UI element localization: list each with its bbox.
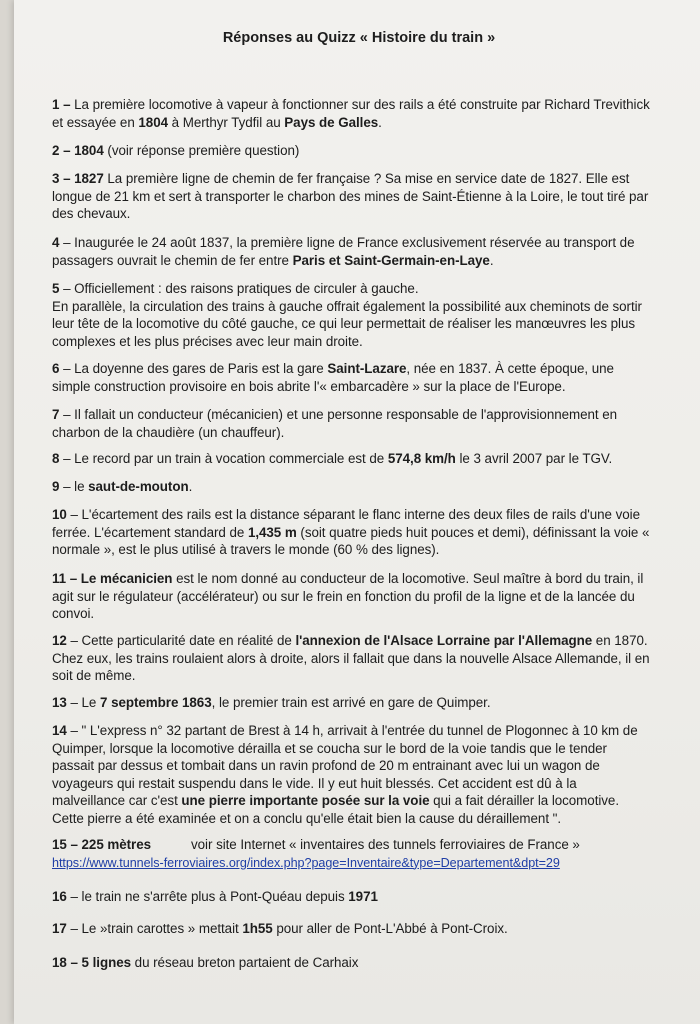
answer-text: est le nom donné au conducteur de la locomotive. Seul maître à bord du train, il agit sur le régulateur (accélérateur) ou sur le frein en fonction du profil de la ligne et de la lancée du convoi. bbox=[52, 571, 644, 621]
answer-text: . bbox=[188, 479, 193, 494]
answer-16 bbox=[52, 888, 652, 906]
answer-text: – Officiellement : des raisons pratiques de circuler à gauche. bbox=[59, 281, 419, 296]
answer-text: , née en 1837. À cette époque, une simple construction provisoire en bois abrite l'« embarcadère » sur la place de l'Europe. bbox=[52, 361, 614, 394]
answer-11 bbox=[52, 570, 652, 623]
answer-text: – La doyenne des gares de Paris est la gare bbox=[59, 361, 328, 376]
answer-5 bbox=[52, 280, 652, 350]
answer-text: La première locomotive à vapeur à fonctionner sur des rails a été construite par Richard Trevithick et essayée en bbox=[52, 97, 650, 130]
answer-text: (voir réponse première question) bbox=[103, 143, 300, 158]
answer-highlight: saut-de-mouton bbox=[88, 479, 189, 494]
answer-number: 16 bbox=[52, 889, 67, 904]
page-title: Réponses au Quizz « Histoire du train » bbox=[222, 30, 496, 46]
answer-text: . bbox=[378, 114, 382, 130]
answer-text: – Le record par un train à vocation commerciale est de bbox=[59, 451, 388, 466]
answer-number: 17 bbox=[52, 921, 67, 936]
answer-text: – L'écartement des rails est la distance séparant le flanc interne des deux files de rails d'une voie ferrée. L'écartement standard de bbox=[52, 507, 640, 540]
answer-text: – Il fallait un conducteur (mécanicien) et une personne responsable de l'approvisionnement en charbon de la chaudière (un chauffeur). bbox=[52, 407, 618, 440]
answer-14 bbox=[52, 722, 652, 827]
answer-7 bbox=[52, 406, 652, 441]
answer-highlight: 574,8 km/h bbox=[387, 451, 456, 466]
answer-9 bbox=[52, 478, 652, 496]
answer-number: 3 – 1827 bbox=[52, 171, 104, 186]
answer-highlight: Pays de Galles bbox=[284, 114, 379, 130]
quiz-answer-sheet bbox=[14, 0, 700, 1024]
answer-highlight: 1h55 bbox=[242, 921, 273, 936]
answer-text: – " L'express n° 32 partant de Brest à 14 h, arrivait à l'entrée du tunnel de Plogonnec à 10 km de Quimper, lorsque la locomotive dérailla et se coucha sur le bord de la voie tandis que le tender passait par dessus et tombait dans un ravin profond de 20 m entrainant avec lui un wagon de voyageurs qui restait suspendu dans le vide. Il y eut huit blessés. Cet accident est dû à la malveillance car c'est bbox=[52, 723, 638, 808]
answer-number: 6 bbox=[52, 361, 60, 376]
answer-1 bbox=[52, 96, 652, 131]
answer-number: 12 bbox=[52, 633, 67, 648]
answer-text: , le premier train est arrivé en gare de Quimper. bbox=[211, 695, 491, 710]
tunnels-inventory-link[interactable]: https://www.tunnels-ferroviaires.org/index.php?page=Inventaire&type=Departement&dpt=29 bbox=[52, 855, 560, 870]
answer-number: 4 bbox=[52, 235, 60, 250]
answer-number: 18 – 5 lignes bbox=[52, 955, 131, 970]
answer-highlight: Saint-Lazare bbox=[327, 361, 407, 376]
answer-highlight: 1804 bbox=[138, 114, 168, 130]
answer-text: . bbox=[489, 252, 494, 268]
answer-number: 14 bbox=[52, 723, 67, 738]
answer-8 bbox=[52, 450, 652, 468]
answer-text: – le bbox=[59, 479, 89, 494]
answer-highlight: 1,435 m bbox=[247, 524, 297, 540]
answer-text: voir site Internet « inventaires des tunnels ferroviaires de France » bbox=[191, 837, 580, 852]
answer-number: 11 – Le mécanicien bbox=[52, 571, 173, 586]
answer-18 bbox=[52, 954, 652, 972]
answer-number: 8 bbox=[52, 451, 60, 466]
answer-text: En parallèle, la circulation des trains à gauche offrait également la possibilité aux cheminots de sortir leur tête de la locomotive du côté gauche, ce qui leur permettait de réaliser les manœuvres les plus complexes et les plus précises avec leur main droite. bbox=[52, 298, 642, 349]
answer-17 bbox=[52, 920, 652, 938]
answer-2 bbox=[52, 142, 652, 160]
answer-text: La première ligne de chemin de fer française ? Sa mise en service date de 1827. Elle est longue de 21 km et sert à transporter le charbon des mines de Saint-Étienne à la Loire, le tout tiré par des chevaux. bbox=[52, 171, 649, 221]
answer-15 bbox=[52, 836, 652, 872]
answer-highlight: l'annexion de l'Alsace Lorraine par l'Allemagne bbox=[295, 633, 593, 648]
answer-number: 1 – bbox=[52, 97, 75, 112]
answer-13 bbox=[52, 694, 652, 712]
answer-text: – le train ne s'arrête plus à Pont-Quéau depuis bbox=[66, 889, 349, 904]
answer-number: 9 bbox=[52, 479, 60, 494]
answer-highlight: 1971 bbox=[348, 889, 378, 904]
answer-highlight: 7 septembre 1863 bbox=[100, 695, 212, 710]
answer-number: 10 bbox=[52, 507, 67, 522]
answer-text: – Le »train carottes » mettait bbox=[66, 921, 243, 936]
answer-text: – Inaugurée le 24 août 1837, la première ligne de France exclusivement réservée au transport de passagers ouvrait le chemin de fer entre bbox=[52, 235, 635, 268]
answer-highlight: une pierre importante posée sur la voie bbox=[181, 793, 430, 808]
answer-number: 5 bbox=[52, 281, 60, 296]
answer-number: 7 bbox=[52, 407, 60, 422]
answer-text: qui a fait dérailler la locomotive. Cette pierre a été examinée et on a conclu qu'elle était bien la cause du déraillement ". bbox=[52, 793, 619, 826]
answer-4 bbox=[52, 234, 652, 269]
answer-text: du réseau breton partaient de Carhaix bbox=[131, 955, 359, 970]
answer-10 bbox=[52, 506, 652, 559]
answer-text: le 3 avril 2007 par le TGV. bbox=[455, 451, 613, 466]
answer-3 bbox=[52, 170, 652, 223]
answer-text: – Le bbox=[66, 695, 100, 710]
answer-text: – Cette particularité date en réalité de bbox=[66, 633, 296, 648]
answer-number: 2 – 1804 bbox=[52, 143, 104, 158]
answer-text: pour aller de Pont-L'Abbé à Pont-Croix. bbox=[272, 921, 508, 936]
answer-highlight: Paris et Saint-Germain-en-Laye bbox=[292, 252, 490, 268]
answer-number: 15 – 225 mètres bbox=[52, 837, 152, 852]
answer-text: à Merthyr Tydfil au bbox=[168, 114, 285, 130]
answer-number: 13 bbox=[52, 695, 67, 710]
answer-text: en 1870. Chez eux, les trains roulaient alors à droite, alors il fallait que dans la nouvelle Alsace Allemande, il en soit de même. bbox=[52, 633, 650, 683]
answer-text: (soit quatre pieds huit pouces et demi), définissant la voie « normale », est le plus utilisé à travers le monde (60 % des lignes). bbox=[52, 524, 650, 557]
answer-6 bbox=[52, 360, 652, 395]
answer-12 bbox=[52, 632, 652, 685]
